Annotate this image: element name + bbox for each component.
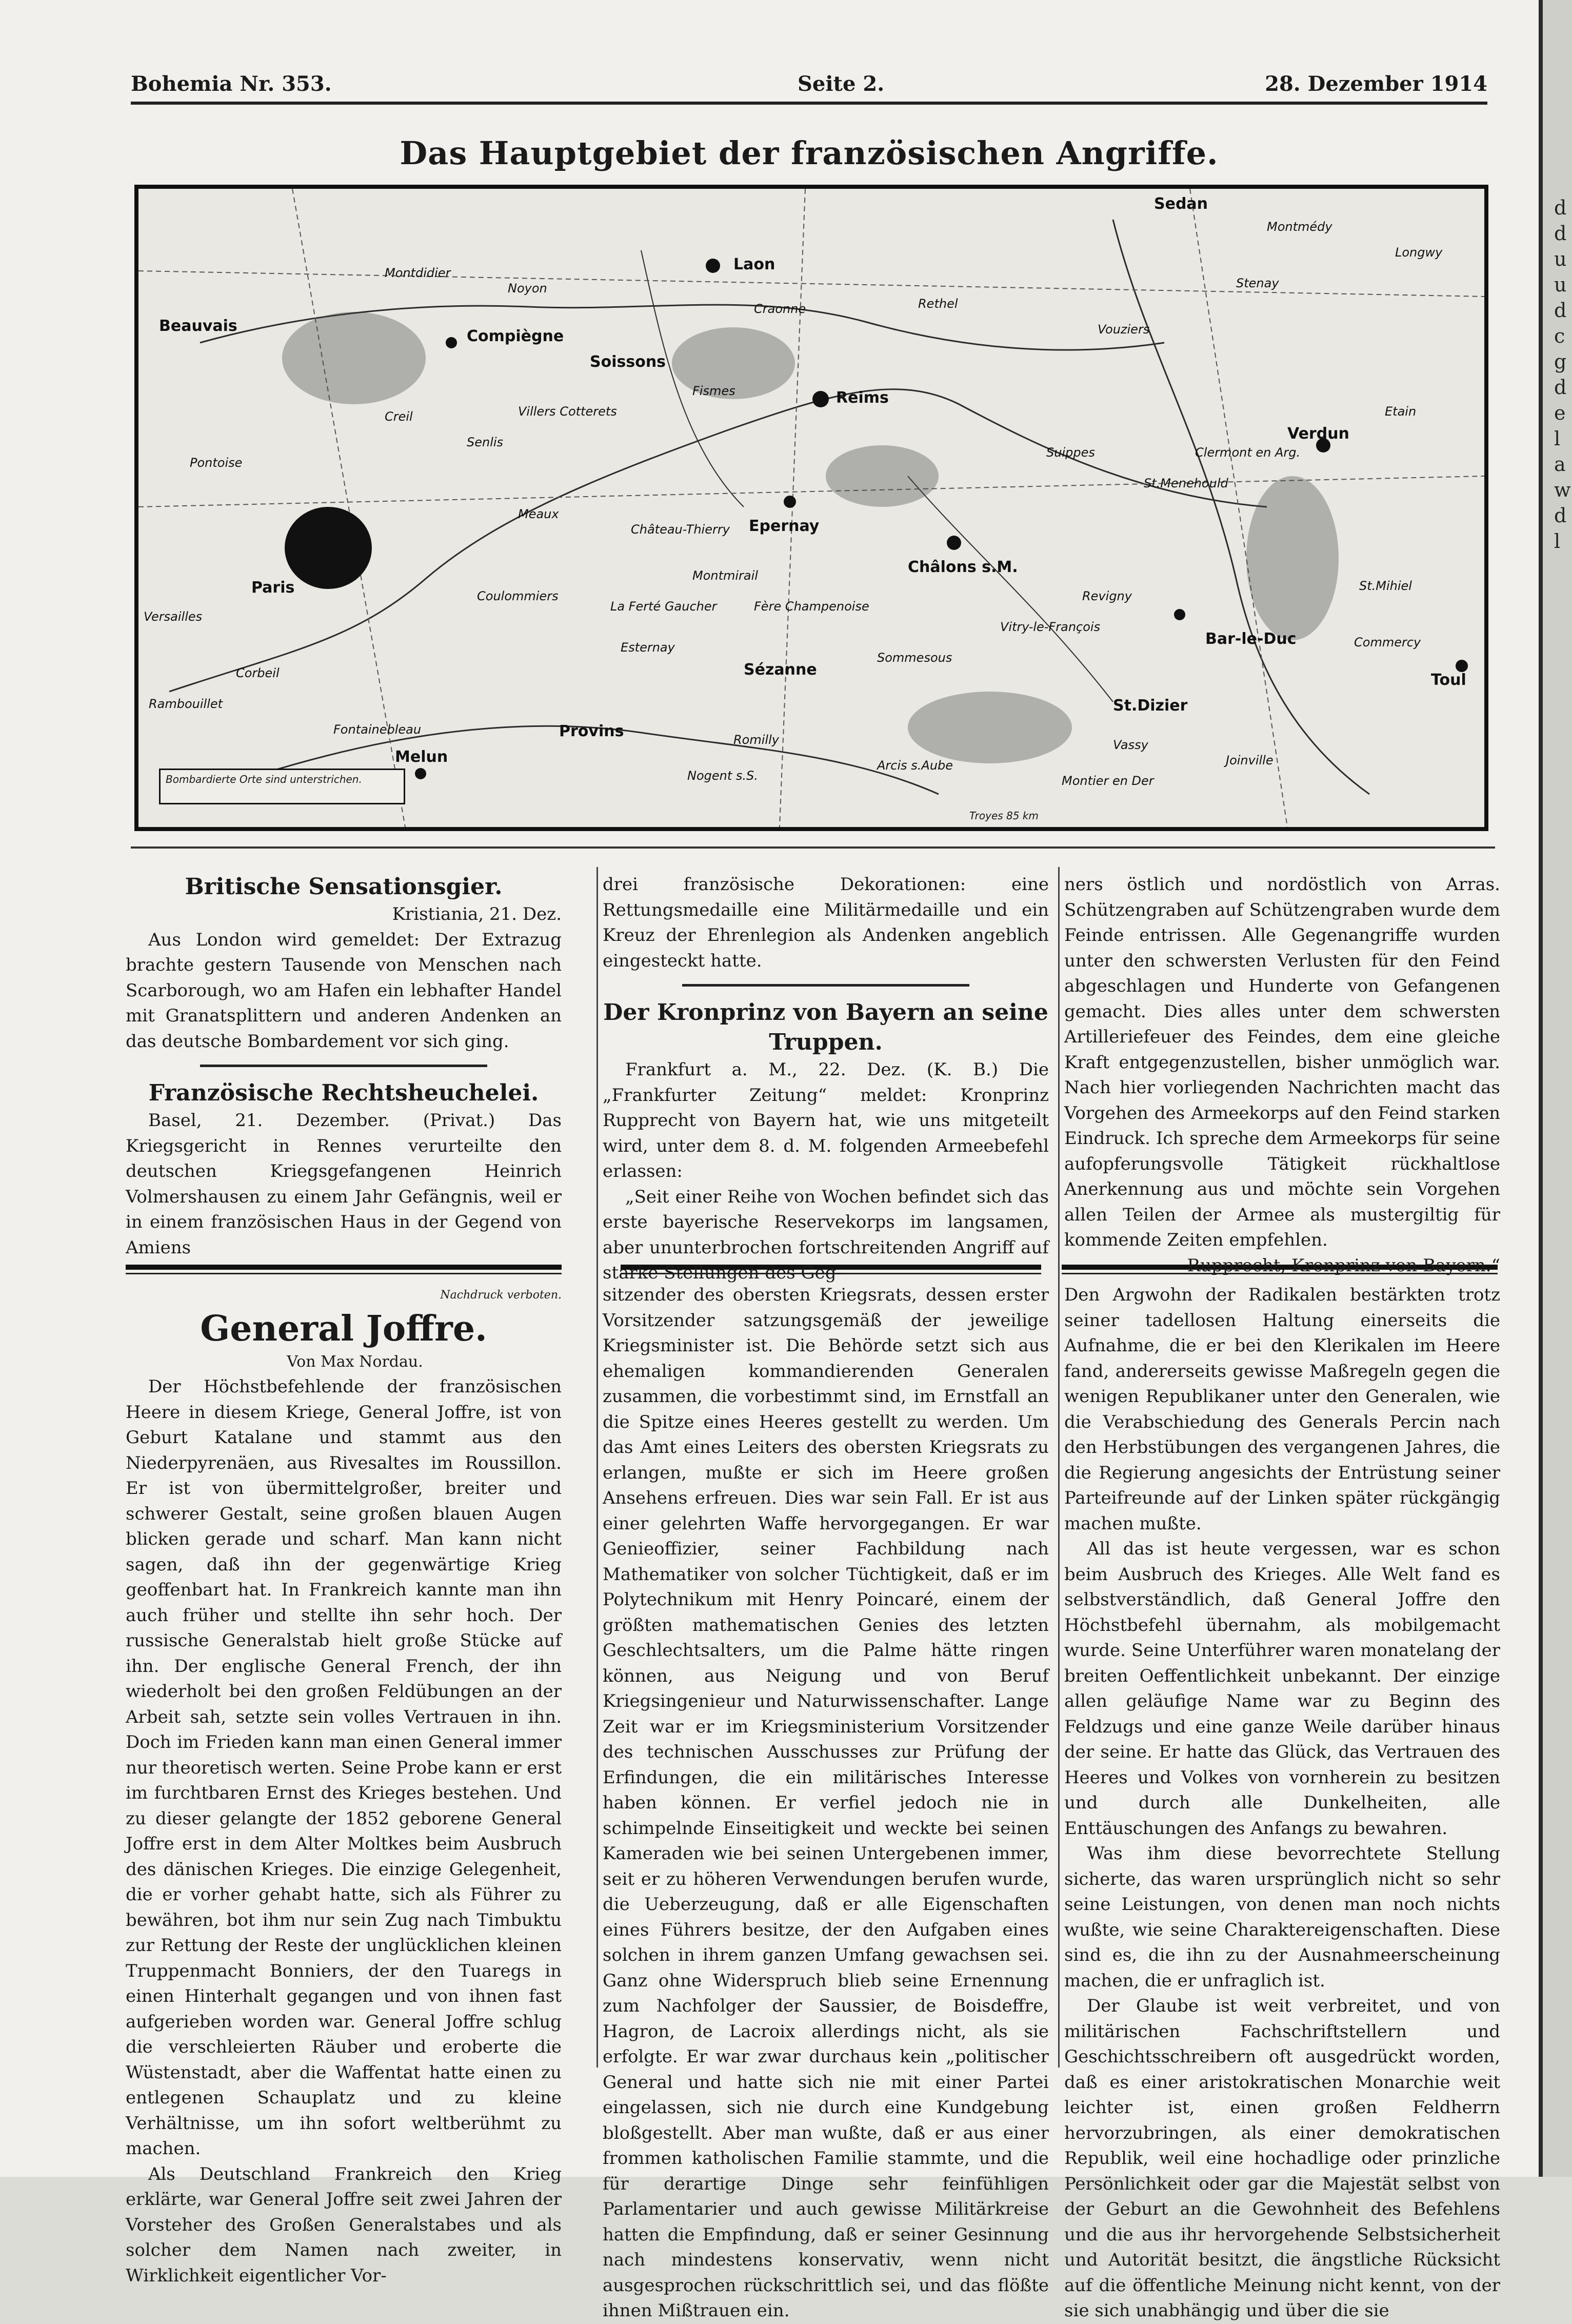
article-body: Den Argwohn der Radikalen bestärkten trotz seiner tadellosen Haltung einerseits die Aufnahme, die er bei den Klerikalen im Heere fand, andererseits gewisse Maßregeln gegen die wenigen Republikaner unter den Generalen, wie die Verabschiedung des Generals Percin nach den Herbstübungen des vergangenen Jahres, die die Regierung angesichts der Entrüstung seiner Parteifreunde auf der Linken später rückgängig machen mußte. xyxy=(1064,1285,1500,1534)
map-place-chalons: Châlons s.M. xyxy=(908,558,1018,576)
column-rule xyxy=(1058,867,1060,2067)
map-city-dot xyxy=(947,536,961,550)
map-place-romilly: Romilly xyxy=(733,733,779,747)
header-rule xyxy=(131,102,1487,105)
map-place-craonne: Craonne xyxy=(754,302,806,316)
map-place-paris: Paris xyxy=(251,579,295,597)
map-place-stmihiel: St.Mihiel xyxy=(1359,579,1412,593)
map-place-longwy: Longwy xyxy=(1395,245,1443,260)
map-place-sezanne: Sézanne xyxy=(744,661,817,679)
column-1-upper xyxy=(126,872,562,1262)
edge-fragment: l xyxy=(1554,427,1561,450)
map-place-fismes: Fismes xyxy=(692,384,735,398)
article-title-kronprinz: Der Kronprinz von Bayern an seine Truppen. xyxy=(603,999,1048,1055)
edge-fragment: l xyxy=(1554,530,1561,553)
map-railway xyxy=(138,271,1484,297)
article-body: All das ist heute vergessen, war es schon beim Ausbruch des Krieges. Alle Welt fand es selbstverständlich, daß General Joffre den Höchstbefehl übernahm, als mobilgemacht wurde. Seine Unterführer waren monatelang der breiten Oeffentlichkeit unbekannt. Der einzige allen geläufige Name war zu Beginn des Feldzugs und eine ganze Weile darüber hinaus der seine. Er hatte das Glück, das Vertrauen des Heeres und Volkes von vornherein zu besitzen und durch alle Dunkelheiten, alle Enttäuschungen des Anfangs zu bewahren. xyxy=(1064,1539,1500,1839)
map-place-barleduc: Bar-le-Duc xyxy=(1205,630,1297,648)
edge-fragment: u xyxy=(1554,248,1567,270)
map-place-corbeil: Corbeil xyxy=(236,666,280,680)
edge-fragment: d xyxy=(1554,376,1567,399)
map-place-villerscotterets: Villers Cotterets xyxy=(518,404,617,419)
map-city-dot xyxy=(812,391,829,407)
map-place-sommesous: Sommesous xyxy=(877,651,952,665)
article-signature: Rupprecht, Kronprinz von Bayern.“ xyxy=(1187,1255,1500,1276)
map-place-soissons: Soissons xyxy=(590,353,666,371)
map-place-pontoise: Pontoise xyxy=(190,456,243,470)
map-place-stenay: Stenay xyxy=(1236,276,1279,290)
map-place-joinville: Joinville xyxy=(1226,753,1273,767)
article-body: Basel, 21. Dezember. (Privat.) Das Kriegsgericht in Rennes verurteilte den deutschen Kriegsgefangenen Heinrich Volmershausen zu einem Jahr Gefängnis, weil er in einem französischen Haus in der Gegend von Amiens xyxy=(126,1110,562,1258)
edge-fragment: u xyxy=(1554,273,1567,296)
map-title: Das Hauptgebiet der französischen Angriffe. xyxy=(400,134,1219,172)
map-forest xyxy=(826,445,939,507)
map-place-reims: Reims xyxy=(836,389,889,407)
map-place-epernay: Epernay xyxy=(749,517,820,535)
map-place-montdidier: Montdidier xyxy=(385,266,451,280)
edge-fragment: d xyxy=(1554,222,1567,245)
map-place-vassy: Vassy xyxy=(1113,738,1148,752)
column-2-lower xyxy=(603,1283,1049,2321)
article-title-general-joffre: General Joffre. xyxy=(200,1308,487,1349)
section-separator xyxy=(126,1273,562,1274)
map-place-fontainebleau: Fontainebleau xyxy=(333,722,422,737)
column-2-upper xyxy=(603,872,1049,1283)
header-issue: Bohemia Nr. 353. xyxy=(131,72,332,96)
map-scale-label: Troyes 85 km xyxy=(969,810,1039,822)
map-forest xyxy=(282,312,426,404)
map-place-provins: Provins xyxy=(559,722,624,740)
article-continuation: drei französische Dekorationen: eine Rettungsmedaille eine Militärmedaille und ein Kreuz der Ehrenlegion als Andenken angeblich eingesteckt hatte. xyxy=(603,874,1049,971)
map-city-dot xyxy=(1456,660,1468,672)
map-city-dot xyxy=(1174,609,1185,620)
map-place-chateauthierry: Château-Thierry xyxy=(631,522,730,537)
map-city-dot xyxy=(415,768,426,779)
map-place-montmedy: Montmédy xyxy=(1267,220,1332,234)
article-body: Frankfurt a. M., 22. Dez. (K. B.) Die „Frankfurter Zeitung“ meldet: Kronprinz Rupprecht von Bayern hat, wie uns mitgeteilt wird, unter dem 8. d. M. folgenden Armeebefehl erlassen: xyxy=(603,1059,1049,1181)
header-date: 28. Dezember 1914 xyxy=(1265,72,1487,96)
edge-fragment: g xyxy=(1554,350,1567,373)
map-place-creil: Creil xyxy=(385,409,413,424)
map-illustration xyxy=(134,185,1488,831)
article-body: „Seit einer Reihe von Wochen befindet sich das erste bayerische Reservekorps im langsamen, aber ununterbrochen fortschreitenden Angriff auf starke Stellungen des Geg- xyxy=(603,1186,1049,1283)
map-place-commercy: Commercy xyxy=(1354,635,1421,649)
map-place-vitry: Vitry-le-François xyxy=(1000,620,1101,634)
adjacent-page-edge xyxy=(1539,0,1572,2177)
map-place-toul: Toul xyxy=(1431,671,1466,689)
map-place-stmenehould: St.Menehould xyxy=(1144,476,1228,490)
article-divider xyxy=(200,1065,487,1067)
column-3-upper xyxy=(1064,872,1500,1276)
map-place-senlis: Senlis xyxy=(467,435,504,449)
article-byline: Von Max Nordau. xyxy=(287,1352,423,1371)
column-3-lower xyxy=(1064,1283,1500,2321)
map-place-montmirail: Montmirail xyxy=(692,568,758,583)
map-place-noyon: Noyon xyxy=(508,281,547,296)
map-place-esternay: Esternay xyxy=(621,640,675,655)
map-place-fereChampenoise: Fère Champenoise xyxy=(754,599,869,614)
article-title-britische-sensationsgier: Britische Sensationsgier. xyxy=(185,874,503,900)
map-underline-rule xyxy=(131,846,1495,849)
map-place-laon: Laon xyxy=(733,255,775,273)
article-continuation: ners östlich und nordöstlich von Arras. Schützengraben auf Schützengraben wurde dem Feinde entrissen. Alle Gegenangriffe wurden unter den schwersten Verlusten für den Feind abgeschlagen und Hunderte von Gefangenen gemacht. Dies alles unter dem schwersten Artilleriefeuer des Feindes, dem eine gleiche Kraft entgegenzustellen, bisher unmöglich war. Nach hier vorliegenden Nachrichten macht das Vorgehen des Armeekorps auf den Feind starken Eindruck. Ich spreche dem Armeekorps für seine aufopferungsvolle Tätigkeit rückhaltlose Anerkennung aus und möchte sein Vorgehen allen Teilen der Armee als mustergiltig für kommende Zeiten empfehlen. xyxy=(1064,874,1500,1250)
map-place-rethel: Rethel xyxy=(918,297,958,311)
article-body: Aus London wird gemeldet: Der Extrazug brachte gestern Tausende von Menschen nach Scarborough, wo am Hafen ein lebhafter Handel mit Granatsplittern und anderen Andenken an das deutsche Bombardement vor sich ging. xyxy=(126,929,562,1052)
map-forest xyxy=(1246,476,1339,640)
map-place-revigny: Revigny xyxy=(1082,589,1132,603)
header-page-number: Seite 2. xyxy=(798,72,885,96)
map-place-versailles: Versailles xyxy=(144,609,203,624)
map-place-clermont: Clermont en Arg. xyxy=(1195,445,1301,460)
map-place-arcis: Arcis s.Aube xyxy=(877,758,953,773)
edge-fragment: d xyxy=(1554,196,1567,219)
article-body: sitzender des obersten Kriegsrats, dessen erster Vorsitzender satzungsgemäß der jeweilige Kriegsminister ist. Die Behörde setzt sich aus ehemaligen kommandierenden Generalen zusammen, die vorbestimmt sind, im Ernstfall an die Spitze eines Heeres gestellt zu werden. Um das Amt eines Leiters des obersten Kriegsrats zu erlangen, mußte er sich im Heere großen Ansehens erfreuen. Dies war sein Fall. Er ist aus einer gelehrten Waffe hervorgegangen. Er war Genieoffizier, seiner Fachbildung nach Mathematiker von solcher Tüchtigkeit, daß er im Polytechnikum mit Henry Poincaré, einem der größten mathematischen Genies des letzten Geschlechtsalters, um die Palme hätte ringen können, aus Neigung und von Beruf Kriegsingenieur und Naturwissenschafter. Lange Zeit war er im Kriegsministerium Vorsitzender des technischen Ausschusses zur Prüfung der Erfindungen, die ein militärisches Interesse haben können. Er verfiel jedoch nie in schimpelnde Einseitigkeit und weckte bei seinen Kameraden wie bei seinen Untergebenen immer, seit er zu höheren Verwendungen berufen wurde, die Ueberzeugung, daß er alle Eigenschaften eines Führers besitze, der den Aufgaben eines solchen in ihrem ganzen Umfang gewachsen sei. Ganz ohne Widerspruch blieb seine Ernennung zum Nachfolger der Saussier, de Boisdeffre, Hagron, de Lacroix allerdings nicht, als sie erfolgte. Er war zwar durchaus kein „politischer General und hatte sich nie mit einer Partei eingelassen, sich nie durch eine Kundgebung bloßgestellt. Aber man wußte, daß er aus einer frommen katholischen Familie stammte, und die für derartige Dinge sehr feinfühligen Parlamentarier und auch gewisse Militärkreise hatten die Empfindung, daß er seiner Gesinnung nach mindestens konservativ, wenn nicht ausgesprochen rückschrittlich sei, und das flößte ihnen Mißtrauen ein. xyxy=(603,1285,1049,2321)
page-header xyxy=(131,72,1487,103)
map-place-beauvais: Beauvais xyxy=(159,317,237,335)
map-place-vouziers: Vouziers xyxy=(1098,322,1150,337)
map-place-suippes: Suippes xyxy=(1046,445,1095,460)
article-body: Was ihm diese bevorrechtete Stellung sicherte, das waren ursprünglich nicht so sehr seine Leistungen, von denen man noch nichts wußte, wie seine Charaktereigenschaften. Diese sind es, die ihn zu der Ausnahmeerscheinung machen, die er unfraglich ist. xyxy=(1064,1843,1500,1991)
map-forest xyxy=(908,692,1072,763)
article-body: Der Glaube ist weit verbreitet, und von militärischen Fachschriftstellern und Geschichtsschreibern oft ausgedrückt worden, daß es einer aristokratischen Monarchie weit leichter ist, einen großen Feldherrn hervorzubringen, als einer demokratischen Republik, weil eine hochadlige oder prinzliche Persönlichkeit oder gar die Majestät selbst von der Geburt an die Gewohnheit des Befehlens und die aus ihr hervorgehende Selbstsicherheit und Autorität besitzt, die ängstliche Rücksicht auf die öffentliche Meinung nicht kennt, von der sie sich unabhängig und über die sie xyxy=(1064,1996,1500,2321)
map-paris-blob xyxy=(285,507,372,589)
edge-fragment: d xyxy=(1554,504,1567,527)
map-legend: Bombardierte Orte sind unterstrichen. xyxy=(159,769,405,804)
article-dateline: Kristiania, 21. Dez. xyxy=(392,904,562,924)
section-separator xyxy=(126,1265,562,1270)
map-place-stdizier: St.Dizier xyxy=(1113,697,1188,715)
edge-fragment: d xyxy=(1554,299,1567,322)
map-place-lafertegaucher: La Ferté Gaucher xyxy=(610,599,717,614)
map-place-montierender: Montier en Der xyxy=(1062,774,1154,788)
map-city-dot xyxy=(446,337,457,348)
article-body: Der Höchstbefehlende der französischen Heere in diesem Kriege, General Joffre, ist von Geburt Katalane und stammt aus den Niederpyrenäen, aus Rivesaltes im Roussillon. Er ist von übermittelgroßer, breiter und schwerer Gestalt, seine großen blauen Augen blicken gerade und scharf. Man kann nicht sagen, daß ihn der gegenwärtige Krieg geoffenbart hat. In Frankreich kannte man ihn auch früher und stellte ihn sehr hoch. Der russische Generalstab hielt große Stücke auf ihn. Der englische General French, der ihn wiederholt bei den großen Feldübungen an der Arbeit sah, setzte sein volles Vertrauen in ihn. Doch im Frieden kann man einen General immer nur theoretisch werten. Seine Probe kann er erst im furchtbaren Ernst des Krieges bestehen. Und zu dieser gelangte der 1852 geborene General Joffre erst in dem Alter Moltkes beim Ausbruch des dänischen Krieges. Die einzige Gelegenheit, die er vorher gehabt hatte, sich als Führer zu bewähren, bot ihm nur sein Zug nach Timbuktu zur Rettung der Reste der unglücklichen kleinen Truppenmacht Bonniers, der den Tuaregs in einen Hinterhalt gegangen und von ihnen fast aufgerieben worden war. General Joffre schlug die verschleierten Räuber und eroberte die Wüstenstadt, aber die Waffentat hatte einen zu entlegenen Schauplatz und zu kleine Verhältnisse, um ihn sofort weltberühmt zu machen. xyxy=(126,1376,562,2159)
map-place-verdun: Verdun xyxy=(1287,425,1349,443)
map-place-meaux: Meaux xyxy=(518,507,559,521)
article-divider xyxy=(682,984,969,987)
map-city-dot xyxy=(784,496,796,508)
column-1-lower xyxy=(126,1283,562,2286)
map-place-rambouillet: Rambouillet xyxy=(149,697,223,711)
edge-fragment: c xyxy=(1554,325,1565,347)
map-place-etain: Etain xyxy=(1385,404,1417,419)
map-railway xyxy=(780,189,805,827)
reprint-note: Nachdruck verboten. xyxy=(440,1289,562,1302)
edge-fragment: w xyxy=(1554,479,1571,501)
map-place-coulommiers: Coulommiers xyxy=(477,589,559,603)
edge-fragment: a xyxy=(1554,453,1566,476)
article-body: Als Deutschland Frankreich den Krieg erklärte, war General Joffre seit zwei Jahren der Vorsteher des Großen Generalstabes und als solcher dem Namen nach zweiter, in Wirklichkeit eigentlicher Vor- xyxy=(126,2163,562,2286)
edge-fragment: e xyxy=(1554,402,1566,424)
map-place-melun: Melun xyxy=(395,748,448,766)
column-rule xyxy=(596,867,598,2067)
map-place-compiegne: Compiègne xyxy=(467,327,564,345)
map-city-dot xyxy=(706,259,720,273)
article-title-rechtsheuchelei: Französische Rechtsheuchelei. xyxy=(148,1080,539,1106)
map-place-sedan: Sedan xyxy=(1154,195,1208,213)
map-place-nogent: Nogent s.S. xyxy=(687,769,758,783)
